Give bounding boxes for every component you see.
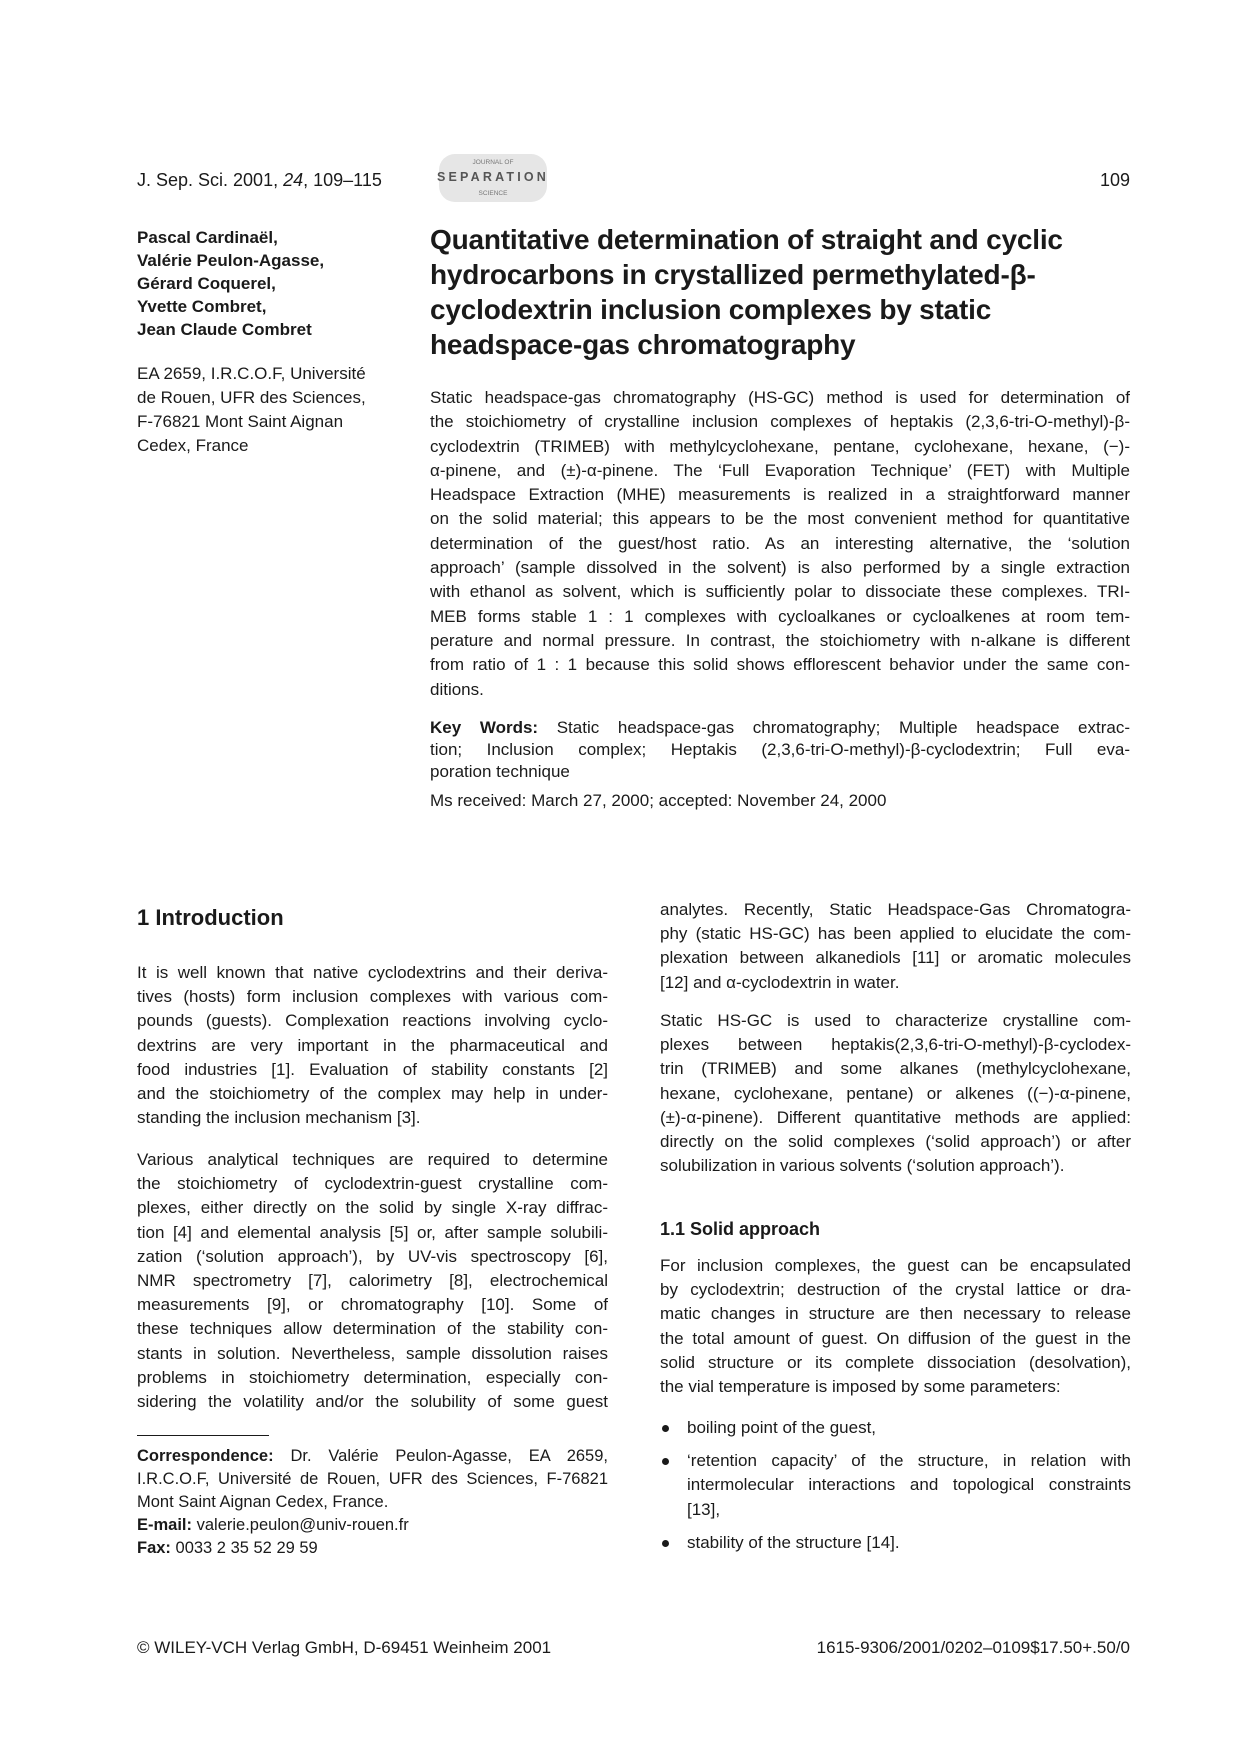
abstract-line: from ratio of 1 : 1 because this solid shows efflorescent behavior under the same con- (430, 655, 1130, 675)
abstract-line: MEB forms stable 1 : 1 complexes with cycloalkanes or cycloalkenes at room tem- (430, 606, 1130, 626)
abstract-line: on the solid material; this appears to be the most convenient method for quantitative (430, 509, 1130, 529)
abstract-line: ditions. (430, 679, 484, 699)
keywords-line: tion; Inclusion complex; Heptakis (2,3,6-tri-O-methyl)-β-cyclodextrin; Full eva- (430, 740, 1130, 759)
citation-pages: , 109–115 (303, 170, 382, 190)
section-heading-introduction: 1 Introduction (137, 905, 284, 930)
logo-text-main: SEPARATION (436, 170, 550, 184)
author-name: Jean Claude Combret (137, 320, 312, 339)
text-line: ‘retention capacity’ of the structure, in relation with (687, 1451, 1131, 1471)
author-name: Pascal Cardinaël, (137, 228, 278, 247)
keywords-label: Key Words: (430, 718, 539, 737)
text-line: NMR spectrometry [7], calorimetry [8], electrochemical (137, 1271, 608, 1291)
correspondence-line (137, 1445, 608, 1468)
keywords-text: Static headspace-gas chromatography; Multiple headspace extrac- (538, 718, 1130, 737)
text-line: intermolecular interactions and topological constraints (687, 1475, 1131, 1495)
text-line: these techniques allow determination of the stability con- (137, 1319, 608, 1339)
text-line: measurements [9], or chromatography [10]. Some of (137, 1295, 608, 1315)
text-line: Static HS-GC is used to characterize crystalline com- (660, 1011, 1131, 1030)
email-address[interactable]: valerie.peulon@univ-rouen.fr (192, 1516, 409, 1534)
citation-journal: J. Sep. Sci. 2001, (137, 170, 284, 190)
text-line: and the stoichiometry of the complex may help in under- (137, 1084, 608, 1104)
intro-paragraph-3 (660, 898, 1131, 995)
journal-logo (427, 152, 559, 204)
author-name: Yvette Combret, (137, 297, 267, 316)
text-line: plexes between heptakis(2,3,6-tri-O-methyl)-β-cyclodex- (660, 1035, 1131, 1055)
intro-paragraph-4 (660, 1009, 1131, 1178)
text-line: analytes. Recently, Static Headspace-Gas Chromatogra- (660, 900, 1131, 919)
affiliation (137, 362, 407, 458)
title-line: Quantitative determination of straight and cyclic (430, 224, 1063, 255)
email-label: E-mail: (137, 1516, 193, 1534)
title-line: headspace-gas chromatography (430, 329, 856, 360)
logo-text-bottom: SCIENCE (478, 190, 508, 197)
text-line: food industries [1]. Evaluation of stability constants [2] (137, 1059, 608, 1079)
affiliation-line: F-76821 Mont Saint Aignan (137, 412, 344, 431)
intro-paragraph-2 (137, 1148, 608, 1414)
keywords (430, 717, 1130, 783)
author-name: Valérie Peulon-Agasse, (137, 251, 325, 270)
title-line: cyclodextrin inclusion complexes by static (430, 294, 992, 325)
text-line: solid structure or its complete dissociation (desolvation), (660, 1352, 1131, 1372)
abstract-line: perature and normal pressure. In contrast, the stoichiometry with n-alkane is different (430, 630, 1130, 650)
email-line (137, 1514, 608, 1537)
text-line: stants in solution. Nevertheless, sample dissolution raises (137, 1343, 608, 1363)
fax-number: 0033 2 35 52 29 59 (170, 1539, 318, 1557)
text-line: It is well known that native cyclodextrins and their deriva- (137, 963, 608, 982)
citation-volume: 24 (283, 170, 304, 190)
list-item (660, 1531, 1131, 1555)
page-number: 109 (1099, 170, 1130, 190)
text-line: dextrins are very important in the pharmaceutical and (137, 1035, 608, 1055)
text-line: hexane, cyclohexane, pentane) or alkenes ((−)-α-pinene, (660, 1083, 1131, 1103)
copyright-notice: © WILEY-VCH Verlag GmbH, D-69451 Weinheim 2001 (137, 1638, 552, 1657)
text-line: plexes, either directly on the solid by single X-ray diffrac- (137, 1198, 608, 1218)
bullet-icon (662, 1540, 669, 1547)
correspondence-text: Dr. Valérie Peulon-Agasse, EA 2659, (273, 1447, 608, 1465)
text-line: by cyclodextrin; destruction of the crystal lattice or dra- (660, 1280, 1131, 1300)
text-line: the stoichiometry of cyclodextrin-guest crystalline com- (137, 1174, 608, 1194)
received-date: Ms received: March 27, 2000; accepted: November 24, 2000 (430, 791, 887, 810)
affiliation-line: EA 2659, I.R.C.O.F, Université (137, 364, 366, 383)
abstract-line: cyclodextrin (TRIMEB) with methylcyclohexane, pentane, cyclohexane, hexane, (−)- (430, 436, 1130, 456)
footnote-divider (137, 1435, 269, 1436)
text-line: (±)-α-pinene). Different quantitative methods are applied: (660, 1107, 1131, 1127)
text-line: [12] and α-cyclodextrin in water. (660, 972, 900, 992)
text-line: the total amount of guest. On diffusion of the guest in the (660, 1328, 1131, 1348)
text-line: tion [4] and elemental analysis [5] or, after sample solubili- (137, 1222, 608, 1242)
text-line: standing the inclusion mechanism [3]. (137, 1108, 421, 1128)
text-line: phy (static HS-GC) has been applied to elucidate the com- (660, 924, 1131, 944)
author-name: Gérard Coquerel, (137, 274, 276, 293)
journal-citation (137, 170, 382, 191)
abstract-line: the stoichiometry of crystalline inclusion complexes of heptakis (2,3,6-tri-O-methyl)-β- (430, 412, 1130, 432)
list-item (660, 1449, 1131, 1522)
correspondence-line: I.R.C.O.F, Université de Rouen, UFR des Sciences, F-76821 (137, 1470, 608, 1488)
text-line: Various analytical techniques are required to determine (137, 1150, 608, 1169)
abstract-line: determination of the guest/host ratio. As an interesting alternative, the ‘solution (430, 533, 1130, 553)
list-item (660, 1416, 1131, 1440)
article-title (430, 222, 1130, 362)
text-line: matic changes in structure are then necessary to release (660, 1304, 1131, 1324)
text-line: problems in stoichiometry determination, especially con- (137, 1367, 608, 1387)
abstract-line: Static headspace-gas chromatography (HS-GC) method is used for determination of (430, 388, 1130, 407)
correspondence-line: Mont Saint Aignan Cedex, France. (137, 1493, 389, 1511)
keywords-line (430, 717, 1130, 739)
fax-line (137, 1537, 608, 1560)
text-line: zation (‘solution approach’), by UV-vis spectroscopy [6], (137, 1246, 608, 1266)
logo-text-top: JOURNAL OF (472, 159, 514, 166)
fax-label: Fax: (137, 1539, 171, 1557)
keywords-line: poration technique (430, 762, 570, 781)
correspondence-label: Correspondence: (137, 1447, 274, 1465)
author-list (137, 226, 407, 341)
text-line: stability of the structure [14]. (687, 1532, 900, 1552)
text-line: boiling point of the guest, (687, 1418, 877, 1437)
text-line: directly on the solid complexes (‘solid approach’) or after (660, 1132, 1131, 1152)
parameter-list (660, 1416, 1131, 1564)
text-line: For inclusion complexes, the guest can be encapsulated (660, 1256, 1131, 1275)
text-line: the vial temperature is imposed by some parameters: (660, 1377, 1061, 1397)
abstract-line: Headspace Extraction (MHE) measurements is realized in a straightforward manner (430, 485, 1130, 505)
bullet-icon (662, 1425, 669, 1432)
abstract (430, 386, 1130, 702)
affiliation-line: Cedex, France (137, 436, 249, 455)
article-code: 1615-9306/2001/0202–0109$17.50+.50/0 (816, 1638, 1130, 1657)
affiliation-line: de Rouen, UFR des Sciences, (137, 388, 366, 407)
text-line: trin (TRIMEB) and some alkanes (methylcyclohexane, (660, 1059, 1131, 1079)
abstract-line: approach’ (sample dissolved in the solvent) is also performed by a single extraction (430, 558, 1130, 578)
bullet-icon (662, 1458, 669, 1465)
abstract-line: with ethanol as solvent, which is sufficiently polar to dissociate these complexes. TRI- (430, 582, 1130, 602)
text-line: solubilization in various solvents (‘solution approach’). (660, 1156, 1065, 1176)
text-line: [13], (687, 1499, 721, 1519)
solid-approach-paragraph (660, 1254, 1131, 1399)
intro-paragraph-1 (137, 961, 608, 1130)
section-heading-solid-approach: 1.1 Solid approach (660, 1219, 821, 1239)
text-line: plexation between alkanediols [11] or aromatic molecules (660, 948, 1131, 968)
correspondence-footnote (137, 1445, 608, 1560)
text-line: pounds (guests). Complexation reactions involving cyclo- (137, 1011, 608, 1031)
text-line: tives (hosts) form inclusion complexes with various com- (137, 987, 608, 1007)
title-line: hydrocarbons in crystallized permethylated-β- (430, 259, 1036, 290)
text-line: sidering the volatility and/or the solubility of some guest (137, 1392, 608, 1412)
abstract-line: α-pinene, and (±)-α-pinene. The ‘Full Evaporation Technique’ (FET) with Multiple (430, 460, 1130, 480)
